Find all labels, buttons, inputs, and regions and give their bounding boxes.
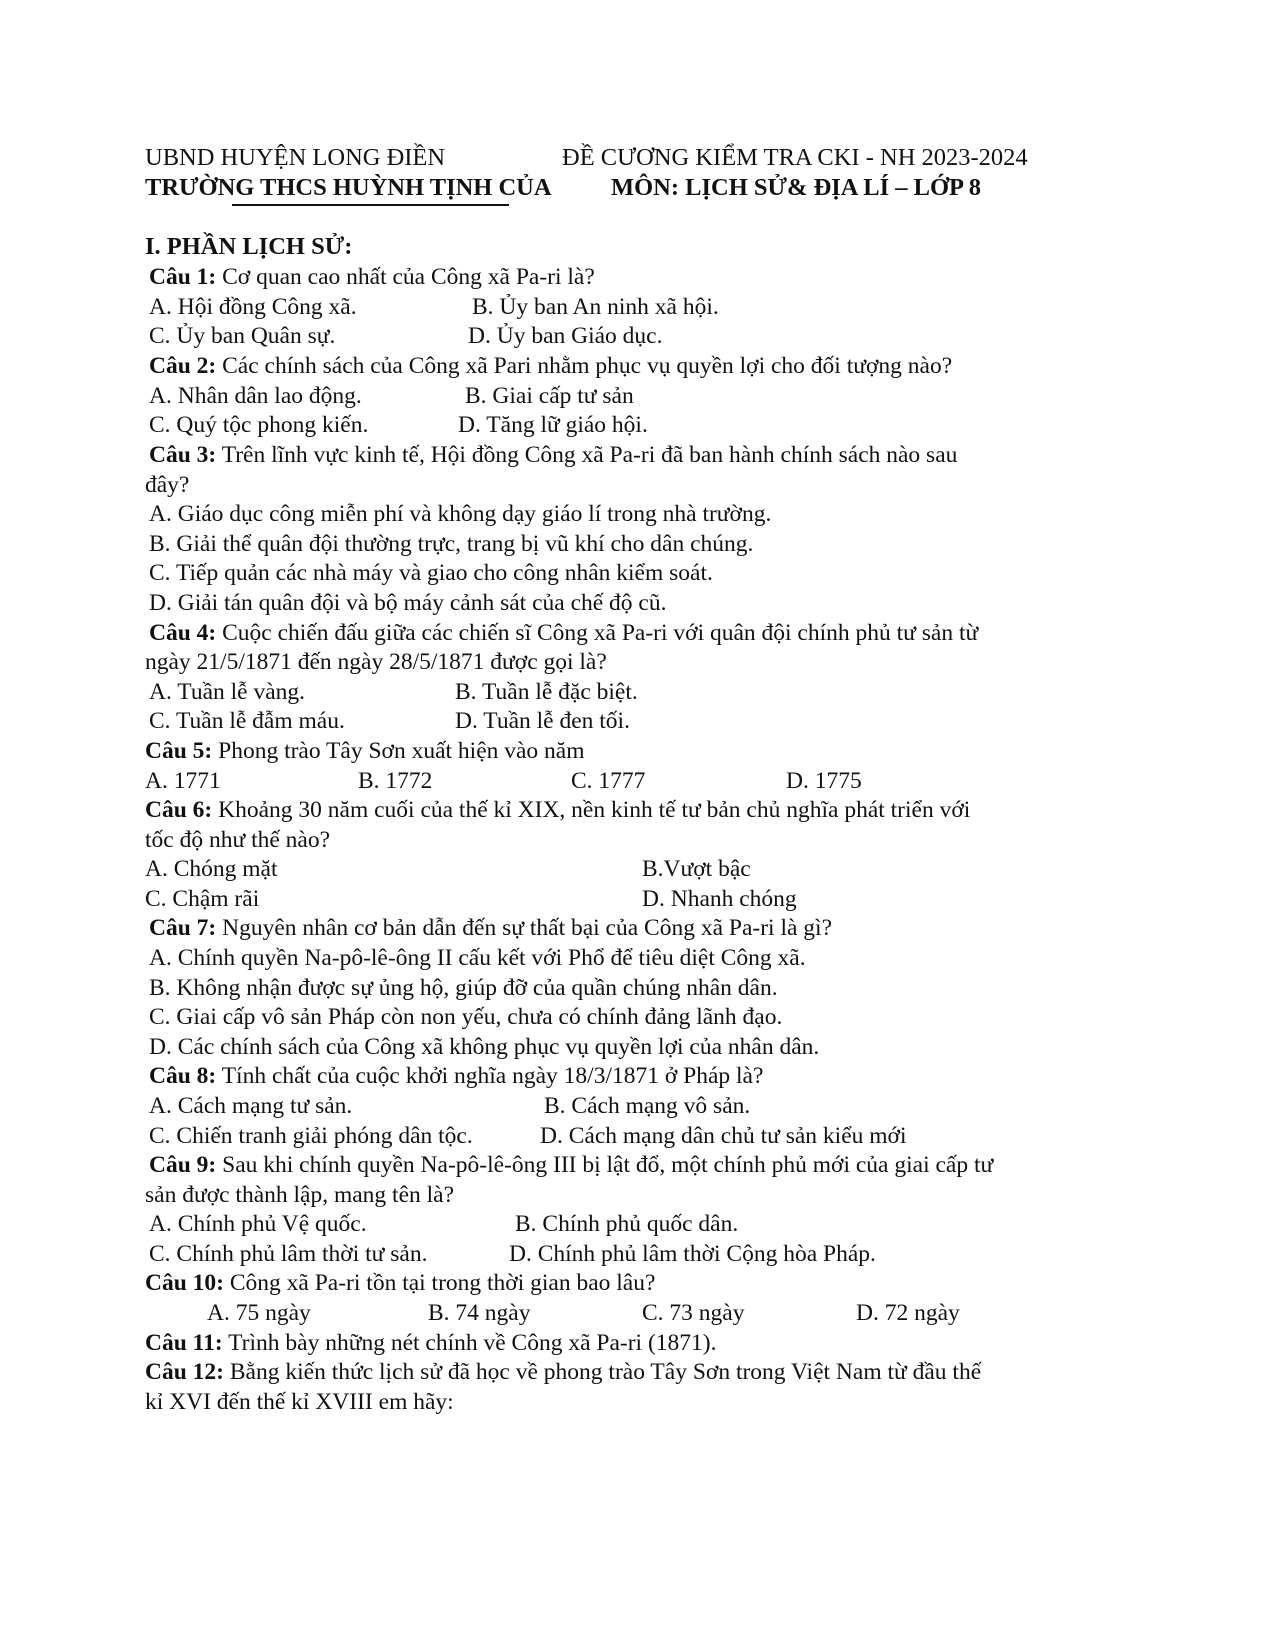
question-8: Câu 8: Tính chất của cuộc khởi nghĩa ngày 18/3/1871 ở Pháp là? — [149, 1063, 764, 1089]
header-right-line2: MÔN: LỊCH SỬ& ĐỊA LÍ – LỚP 8 — [611, 174, 982, 201]
option-6c: C. Chậm rãi — [145, 886, 260, 912]
question-2: Câu 2: Các chính sách của Công xã Pari nhằm phục vụ quyền lợi cho đối tượng nào? — [149, 353, 953, 379]
option-5a: A. 1771 — [145, 768, 221, 794]
option-2c: C. Quý tộc phong kiến. — [149, 412, 369, 438]
option-7b: B. Không nhận được sự ủng hộ, giúp đỡ của quần chúng nhân dân. — [149, 975, 778, 1001]
option-1d: D. Ủy ban Giáo dục. — [468, 323, 663, 349]
question-6: Câu 6: Khoảng 30 năm cuối của thế kỉ XIX, nền kinh tế tư bản chủ nghĩa phát triển với — [145, 797, 971, 823]
option-3c: C. Tiếp quản các nhà máy và giao cho công nhân kiểm soát. — [149, 560, 713, 586]
option-10a: A. 75 ngày — [207, 1300, 311, 1326]
header-left-line1: UBND HUYỆN LONG ĐIỀN — [145, 144, 446, 171]
option-10b: B. 74 ngày — [428, 1300, 531, 1326]
section-title: I. PHẦN LỊCH SỬ: — [145, 233, 353, 260]
option-10c: C. 73 ngày — [642, 1300, 745, 1326]
option-3a: A. Giáo dục công miễn phí và không dạy giáo lí trong nhà trường. — [149, 501, 772, 527]
option-5b: B. 1772 — [358, 768, 433, 794]
option-3b: B. Giải thể quân đội thường trực, trang bị vũ khí cho dân chúng. — [149, 531, 754, 557]
option-5c: C. 1777 — [571, 768, 646, 794]
option-2a: A. Nhân dân lao động. — [149, 383, 362, 409]
option-7a: A. Chính quyền Na-pô-lê-ông II cấu kết với Phổ để tiêu diệt Công xã. — [149, 945, 806, 971]
question-3: Câu 3: Trên lĩnh vực kinh tế, Hội đồng Công xã Pa-ri đã ban hành chính sách nào sau — [149, 442, 958, 468]
option-1b: B. Ủy ban An ninh xã hội. — [472, 294, 719, 320]
option-4b: B. Tuần lễ đặc biệt. — [455, 679, 638, 705]
option-8b: B. Cách mạng vô sản. — [544, 1093, 751, 1119]
option-5d: D. 1775 — [786, 768, 862, 794]
option-9d: D. Chính phủ lâm thời Cộng hòa Pháp. — [509, 1241, 876, 1267]
question-3-line2: đây? — [145, 472, 190, 498]
question-4: Câu 4: Cuộc chiến đấu giữa các chiến sĩ Công xã Pa-ri với quân đội chính phủ tư sản từ — [149, 620, 979, 646]
option-7c: C. Giai cấp vô sản Pháp còn non yếu, chưa có chính đảng lãnh đạo. — [149, 1004, 783, 1030]
option-1c: C. Ủy ban Quân sự. — [149, 323, 336, 349]
question-7: Câu 7: Nguyên nhân cơ bản dẫn đến sự thất bại của Công xã Pa-ri là gì? — [149, 915, 833, 941]
option-8c: C. Chiến tranh giải phóng dân tộc. — [149, 1123, 473, 1149]
question-12: Câu 12: Bằng kiến thức lịch sử đã học về phong trào Tây Sơn trong Việt Nam từ đầu thế — [145, 1359, 982, 1385]
option-3d: D. Giải tán quân đội và bộ máy cảnh sát của chế độ cũ. — [149, 590, 667, 616]
option-4c: C. Tuần lễ đẫm máu. — [149, 708, 345, 734]
option-2d: D. Tăng lữ giáo hội. — [458, 412, 648, 438]
question-1: Câu 1: Cơ quan cao nhất của Công xã Pa-ri là? — [149, 264, 595, 290]
option-6b: B.Vượt bậc — [642, 856, 751, 882]
option-10d: D. 72 ngày — [856, 1300, 960, 1326]
option-4d: D. Tuần lễ đen tối. — [455, 708, 630, 734]
option-4a: A. Tuần lễ vàng. — [149, 679, 306, 705]
option-6d: D. Nhanh chóng — [642, 886, 797, 912]
option-2b: B. Giai cấp tư sản — [465, 383, 634, 409]
question-11: Câu 11: Trình bày những nét chính về Công xã Pa-ri (1871). — [145, 1330, 717, 1356]
question-5: Câu 5: Phong trào Tây Sơn xuất hiện vào năm — [145, 738, 585, 764]
option-6a: A. Chóng mặt — [145, 856, 278, 882]
option-7d: D. Các chính sách của Công xã không phục vụ quyền lợi của nhân dân. — [149, 1034, 820, 1060]
question-10: Câu 10: Công xã Pa-ri tồn tại trong thời gian bao lâu? — [145, 1270, 656, 1296]
header-left-line2: TRƯỜNG THCS HUỲNH TỊNH CỦA — [145, 174, 552, 201]
option-9a: A. Chính phủ Vệ quốc. — [149, 1211, 367, 1237]
option-8d: D. Cách mạng dân chủ tư sản kiểu mới — [540, 1123, 907, 1149]
header-underline — [232, 204, 509, 206]
question-9-line2: sản được thành lập, mang tên là? — [145, 1182, 455, 1208]
option-8a: A. Cách mạng tư sản. — [149, 1093, 353, 1119]
option-1a: A. Hội đồng Công xã. — [149, 294, 357, 320]
header-right-line1: ĐỀ CƯƠNG KIỂM TRA CKI - NH 2023-2024 — [562, 144, 1028, 171]
question-4-line2: ngày 21/5/1871 đến ngày 28/5/1871 được gọi là? — [145, 649, 607, 675]
option-9c: C. Chính phủ lâm thời tư sản. — [149, 1241, 428, 1267]
question-9: Câu 9: Sau khi chính quyền Na-pô-lê-ông III bị lật đổ, một chính phủ mới của giai cấp tư — [149, 1152, 994, 1178]
question-6-line2: tốc độ như thế nào? — [145, 827, 331, 853]
question-12-line2: kỉ XVI đến thế kỉ XVIII em hãy: — [145, 1389, 454, 1415]
option-9b: B. Chính phủ quốc dân. — [515, 1211, 739, 1237]
